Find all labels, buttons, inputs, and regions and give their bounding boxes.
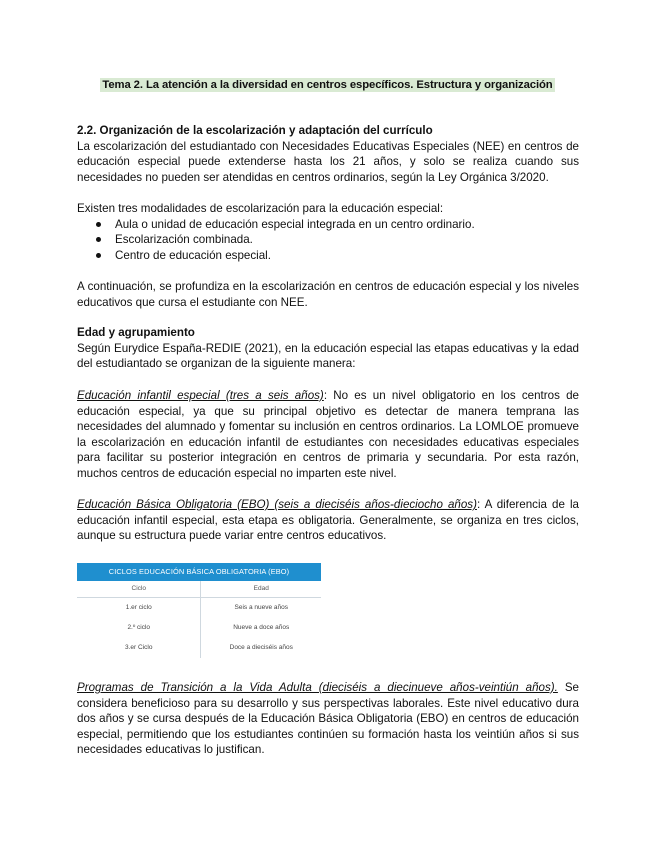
paragraph-continuacion: A continuación, se profundiza en la escolarización en centros de educación especial y los niveles educativos que cursa el estudiante con NEE. [77, 280, 579, 309]
modalidades-list [77, 217, 579, 264]
paragraph-eurydice: Según Eurydice España-REDIE (2021), en la educación especial las etapas educativas y la edad del estudiantado se organizan de la siguiente manera: [77, 341, 579, 370]
infantil-label: Educación infantil especial (tres a seis años) [77, 389, 324, 402]
paragraph-pta [77, 680, 579, 758]
section-heading-organizacion: 2.2. Organización de la escolarización y adaptación del currículo [77, 124, 433, 137]
paragraph-infantil [77, 388, 579, 481]
paragraph-ebo [77, 497, 579, 544]
infantil-text: : No es un nivel obligatorio en los centros de educación especial, ya que su principal objetivo es detectar de manera temprana las necesidades del alumnado y fomentar su inclusión en centros ordinarios. La LOMLOE promueve la escolarización en educación infantil de estudiantes con necesidades educativas especiales para facilitar su posterior integración en centros de primaria y secundaria. Por esta razón, muchos centros de educación especial no imparten este nivel. [77, 389, 579, 480]
modalidades-block [77, 201, 579, 263]
table-cell-edad: Doce a dieciséis años [200, 638, 321, 658]
section-organizacion [77, 123, 579, 185]
pta-block [77, 680, 579, 758]
table-cell-ciclo: 3.er Ciclo [125, 644, 153, 651]
paragraph-escolarizacion: La escolarización del estudiantado con Necesidades Educativas Especiales (NEE) en centros de educación especial puede extenderse hasta los 21 años, y solo se realiza cuando sus necesidades no pueden ser atendidas en centros ordinarios, según la Ley Orgánica 3/2020. [77, 139, 579, 184]
ebo-block [77, 497, 579, 544]
pta-text: Se considera beneficioso para su desarrollo y sus perspectivas laborales. Este nivel educativo dura dos años y se cursa después de la Educación Básica Obligatoria (EBO) en centros de educación especial, permitiendo que los estudiantes continúen su formación hasta los veintiún años si sus necesidades educativas lo justifican. [77, 681, 579, 756]
continuacion-block [77, 279, 579, 310]
table-row [77, 638, 321, 658]
table-header-row [77, 581, 321, 598]
section-edad [77, 325, 579, 372]
column-header-edad: Edad [200, 581, 321, 597]
ebo-text: : A diferencia de la educación infantil especial, esta etapa es obligatoria. Generalmente, se organiza en tres ciclos, aunque su estructura puede variar entre centros educativos. [77, 498, 579, 542]
table-row [77, 598, 321, 618]
ebo-table [77, 563, 321, 658]
title-block [0, 75, 655, 93]
table-cell-ciclo: 2.º ciclo [127, 624, 151, 631]
ebo-label: Educación Básica Obligatoria (EBO) (seis a dieciséis años-dieciocho años) [77, 498, 477, 511]
section-heading-edad: Edad y agrupamiento [77, 326, 195, 339]
table-row [77, 618, 321, 638]
column-header-ciclo: Ciclo [131, 585, 146, 592]
list-item: Escolarización combinada. [115, 232, 579, 248]
list-item: Centro de educación especial. [115, 248, 579, 264]
document-title: Tema 2. La atención a la diversidad en centros específicos. Estructura y organización [102, 79, 553, 91]
paragraph-modalidades: Existen tres modalidades de escolarización para la educación especial: [77, 202, 444, 215]
table-cell-ciclo: 1.er ciclo [125, 604, 152, 611]
pta-label: Programas de Transición a la Vida Adulta (dieciséis a diecinueve años-veintiún años). [77, 681, 558, 694]
table-title: CICLOS EDUCACIÓN BÁSICA OBLIGATORIA (EBO) [77, 563, 321, 581]
table-cell-edad: Seis a nueve años [200, 598, 321, 618]
list-item: Aula o unidad de educación especial integrada en un centro ordinario. [115, 217, 579, 233]
infantil-block [77, 388, 579, 481]
table-cell-edad: Nueve a doce años [200, 618, 321, 638]
